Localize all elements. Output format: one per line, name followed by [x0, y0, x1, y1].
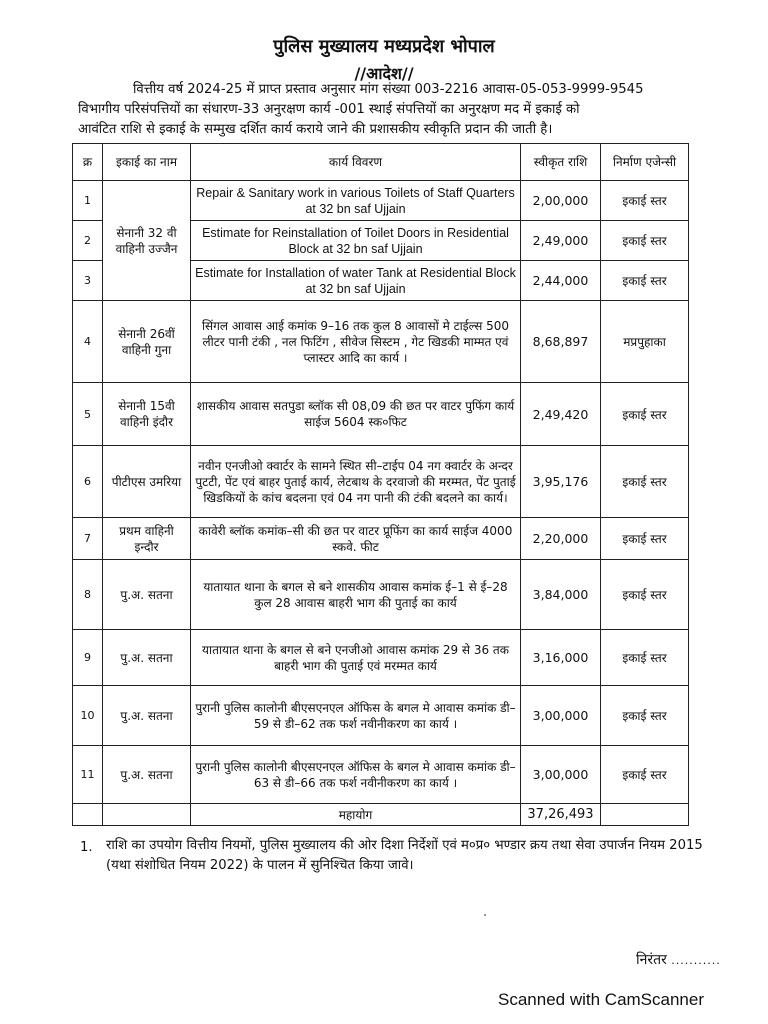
row-agency: इकाई स्तर: [601, 630, 689, 686]
row-number: 6: [73, 446, 103, 518]
row-agency: इकाई स्तर: [601, 686, 689, 746]
header-desc: कार्य विवरण: [191, 144, 521, 181]
row-number: 5: [73, 383, 103, 446]
row-amount: 2,00,000: [521, 181, 601, 221]
row-description: नवीन एनजीओ क्वार्टर के सामने स्थित सी–टाईप 04 नग क्वार्टर के अन्दर पुटटी, पेंट एवं बाहर पुताई कार्य, लेटबाथ के दरवाजो की मरम्मत, पेंट पुताई खिडकियों के कांच बदलना एवं 04 नग पानी की टंकी बदलने का कार्य।: [191, 446, 521, 518]
header-unit: इकाई का नाम: [103, 144, 191, 181]
row-agency: इकाई स्तर: [601, 261, 689, 301]
row-amount: 3,84,000: [521, 560, 601, 630]
row-description: पुरानी पुलिस कालोनी बीएसएनएल ऑफिस के बगल मे आवास कमांक डी–59 से डी–62 तक फर्श नवीनीकरण का कार्य ।: [191, 686, 521, 746]
continued-label: निरंतर: [636, 952, 667, 968]
header-amount: स्वीकृत राशि: [521, 144, 601, 181]
row-amount: 3,00,000: [521, 746, 601, 804]
intro-line-3: आवंटित राशि से इकाई के सम्मुख दर्शित कार्य कराये जाने की प्रशासकीय स्वीकृति प्रदान की जाती है।: [78, 122, 553, 137]
total-amount: 37,26,493: [521, 804, 601, 826]
row-unit: पु.अ. सतना: [103, 686, 191, 746]
row-description: यातायात थाना के बगल से बने एनजीओ आवास कमांक 29 से 36 तक बाहरी भाग की पुताई एवं मरम्मत कार्य: [191, 630, 521, 686]
row-amount: 3,00,000: [521, 686, 601, 746]
row-unit: पु.अ. सतना: [103, 746, 191, 804]
table-row: [73, 446, 689, 518]
scan-speck: [484, 914, 486, 916]
row-unit: प्रथम वाहिनी इन्दौर: [103, 518, 191, 560]
row-number: 8: [73, 560, 103, 630]
row-amount: 2,44,000: [521, 261, 601, 301]
row-description: Estimate for Installation of water Tank at Residential Block at 32 bn saf Ujjain: [191, 261, 521, 301]
table-row: [73, 301, 689, 383]
row-number: 7: [73, 518, 103, 560]
row-description: पुरानी पुलिस कालोनी बीएसएनएल ऑफिस के बगल मे आवास कमांक डी–63 से डी–66 तक फर्श नवीनीकरण का कार्य ।: [191, 746, 521, 804]
row-number: 11: [73, 746, 103, 804]
continued-dots: ...........: [671, 954, 721, 967]
intro-line-2: विभागीय परिसंपत्तियों का संधारण-33 अनुरक्षण कार्य -001 स्थाई संपत्तियों का अनुरक्षण मद में इकाई को: [78, 102, 580, 117]
table-row: [73, 181, 689, 221]
row-agency: इकाई स्तर: [601, 518, 689, 560]
row-amount: 2,20,000: [521, 518, 601, 560]
table-row: [73, 746, 689, 804]
total-empty-cell: [73, 804, 103, 826]
continued-marker: [636, 950, 721, 969]
row-description: शासकीय आवास सतपुडा ब्लॉक सी 08,09 की छत पर वाटर पुफिंग कार्य साईज 5604 स्क०फिट: [191, 383, 521, 446]
row-description: Repair & Sanitary work in various Toilets of Staff Quarters at 32 bn saf Ujjain: [191, 181, 521, 221]
document-title: पुलिस मुख्यालय मध्यप्रदेश भोपाल: [273, 36, 495, 57]
table-row: [73, 630, 689, 686]
row-amount: 2,49,420: [521, 383, 601, 446]
row-number: 2: [73, 221, 103, 261]
row-unit: सेनानी 32 वी वाहिनी उज्जैन: [103, 181, 191, 301]
table-header-row: [73, 144, 689, 181]
row-unit: सेनानी 26वीं वाहिनी गुना: [103, 301, 191, 383]
row-agency: इकाई स्तर: [601, 383, 689, 446]
table-row: [73, 686, 689, 746]
row-description: यातायात थाना के बगल से बने शासकीय आवास कमांक ई–1 से ई–28 कुल 28 आवास बाहरी भाग की पुताई का कार्य: [191, 560, 521, 630]
row-agency: इकाई स्तर: [601, 446, 689, 518]
row-amount: 3,95,176: [521, 446, 601, 518]
row-number: 10: [73, 686, 103, 746]
row-number: 4: [73, 301, 103, 383]
note-item: [80, 836, 720, 876]
row-agency: इकाई स्तर: [601, 181, 689, 221]
row-agency: इकाई स्तर: [601, 221, 689, 261]
order-label: //आदेश//: [354, 64, 414, 83]
row-description: कावेरी ब्लॉक कमांक–सी की छत पर वाटर प्रूफिंग का कार्य साईज 4000 स्कवे. फीट: [191, 518, 521, 560]
header-no: क्र: [73, 144, 103, 181]
total-empty-cell: [601, 804, 689, 826]
row-unit: पु.अ. सतना: [103, 630, 191, 686]
total-label: महायोग: [191, 804, 521, 826]
row-unit: पीटीएस उमरिया: [103, 446, 191, 518]
row-unit: सेनानी 15वी वाहिनी इंदौर: [103, 383, 191, 446]
header-agency: निर्माण एजेन्सी: [601, 144, 689, 181]
row-number: 3: [73, 261, 103, 301]
row-amount: 3,16,000: [521, 630, 601, 686]
total-empty-cell: [103, 804, 191, 826]
note-text: राशि का उपयोग वित्तीय नियमों, पुलिस मुख्यालय की ओर दिशा निर्देशों एवं म०प्र० भण्डार क्रय तथा सेवा उपार्जन नियम 2015 (यथा संशोधित नियम 2022) के पालन में सुनिश्चित किया जावे।: [106, 838, 703, 873]
row-agency: मप्रपुहाका: [601, 301, 689, 383]
row-description: सिंगल आवास आई कमांक 9–16 तक कुल 8 आवासों मे टाईल्स 500 लीटर पानी टंकी , नल फिटिंग , सीवेज सिस्टम , गेट खिडकी माम्मत एवं प्लास्टर आदि का कार्य ।: [191, 301, 521, 383]
intro-line-1: वित्तीय वर्ष 2024-25 में प्राप्त प्रस्ताव अनुसार मांग संख्या 003-2216 आवास-05-053-9999-9545: [133, 82, 644, 97]
table-row: [73, 560, 689, 630]
sanction-table: [72, 143, 689, 826]
scanner-watermark: Scanned with CamScanner: [498, 990, 705, 1009]
row-unit: पु.अ. सतना: [103, 560, 191, 630]
row-agency: इकाई स्तर: [601, 560, 689, 630]
row-number: 9: [73, 630, 103, 686]
table-row: [73, 383, 689, 446]
total-row: [73, 804, 689, 826]
intro-paragraph: [78, 80, 698, 140]
table-row: [73, 518, 689, 560]
row-number: 1: [73, 181, 103, 221]
row-description: Estimate for Reinstallation of Toilet Doors in Residential Block at 32 bn saf Ujjain: [191, 221, 521, 261]
row-amount: 8,68,897: [521, 301, 601, 383]
row-amount: 2,49,000: [521, 221, 601, 261]
row-agency: इकाई स्तर: [601, 746, 689, 804]
note-number: 1.: [80, 840, 93, 855]
